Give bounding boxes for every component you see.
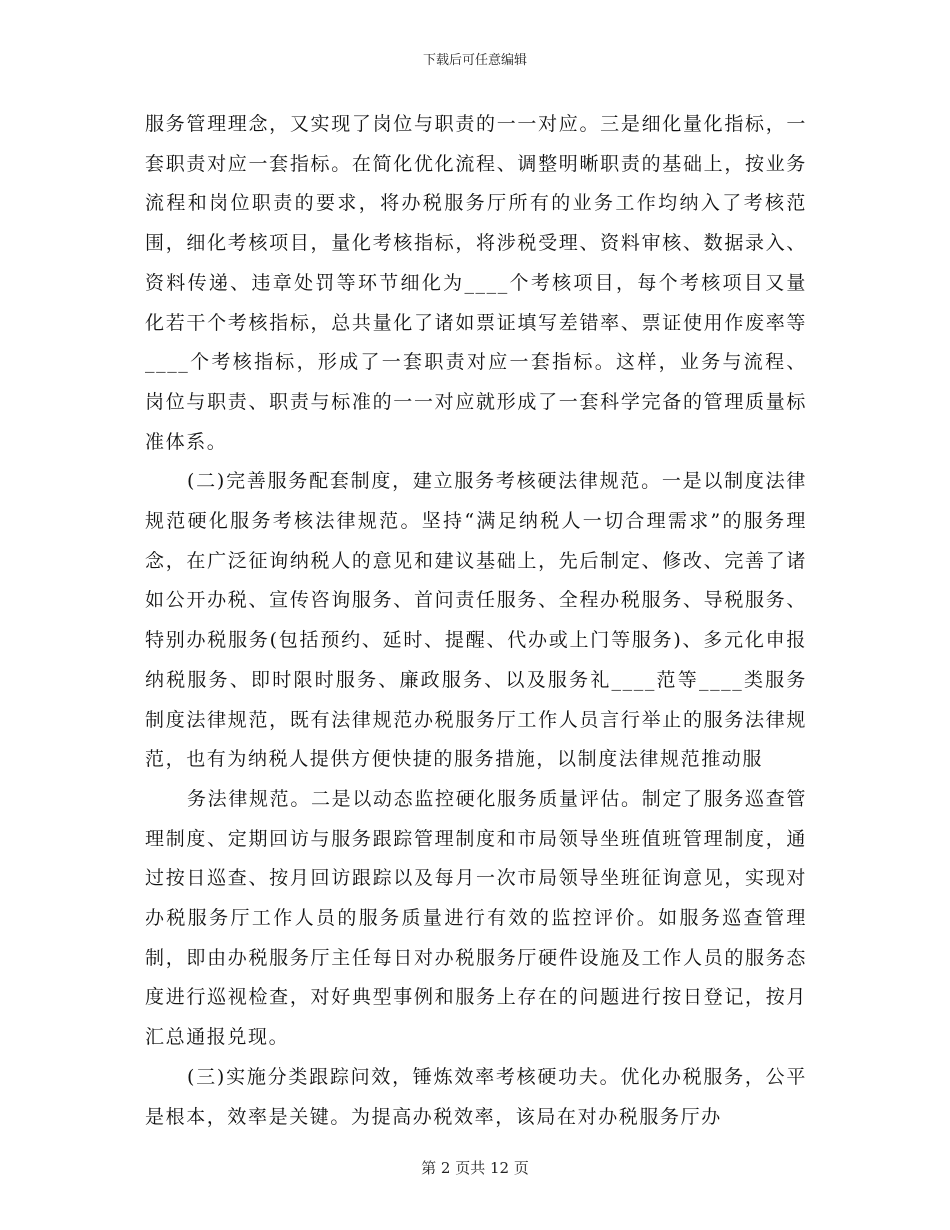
page-header: 下载后可任意编辑 [422, 53, 527, 68]
paragraph-3: 务法律规范。二是以动态监控硬化服务质量评估。制定了服务巡查管理制度、定期回访与服务跟踪管理制度和市局领导坐班值班管理制度，通过按日巡查、按月回访跟踪以及每月一次市局领导坐班征询意见，实现对办税服务厅工作人员的服务质量进行有效的监控评价。如服务巡查管理制，即由办税服务厅主任每日对办税服务厅硬件设施及工作人员的服务态度进行巡视检查，对好典型事例和服务上存在的问题进行按日登记，按月汇总通报兑现。 [145, 787, 807, 1049]
document-body [145, 105, 807, 1137]
paragraph-4: (三)实施分类跟踪问效，锤炼效率考核硬功夫。优化办税服务，公平是根本，效率是关键。为提高办税效率，该局在对办税服务厅办 [145, 1065, 807, 1128]
paragraph-1: 服务管理理念，又实现了岗位与职责的一一对应。三是细化量化指标，一套职责对应一套指标。在简化优化流程、调整明晰职责的基础上，按业务流程和岗位职责的要求，将办税服务厅所有的业务工作均纳入了考核范围，细化考核项目，量化考核指标，将涉税受理、资料审核、数据录入、资料传递、违章处罚等环节细化为____个考核项目，每个考核项目又量化若干个考核指标，总共量化了诸如票证填写差错率、票证使用作废率等____个考核指标，形成了一套职责对应一套指标。这样，业务与流程、岗位与职责、职责与标准的一一对应就形成了一套科学完备的管理质量标准体系。 [145, 113, 807, 453]
page-footer: 第 2 页共 12 页 [421, 1159, 529, 1177]
paragraph-2: (二)完善服务配套制度，建立服务考核硬法律规范。一是以制度法律规范硬化服务考核法律规范。坚持“满足纳税人一切合理需求”的服务理念，在广泛征询纳税人的意见和建议基础上，先后制定、修改、完善了诸如公开办税、宣传咨询服务、首问责任服务、全程办税服务、导税服务、特别办税服务(包括预约、延时、提醒、代办或上门等服务)、多元化申报纳税服务、即时限时服务、廉政服务、以及服务礼____范等____类服务制度法律规范，既有法律规范办税服务厅工作人员言行举止的服务法律规范，也有为纳税人提供方便快捷的服务措施，以制度法律规范推动服 [145, 470, 807, 771]
